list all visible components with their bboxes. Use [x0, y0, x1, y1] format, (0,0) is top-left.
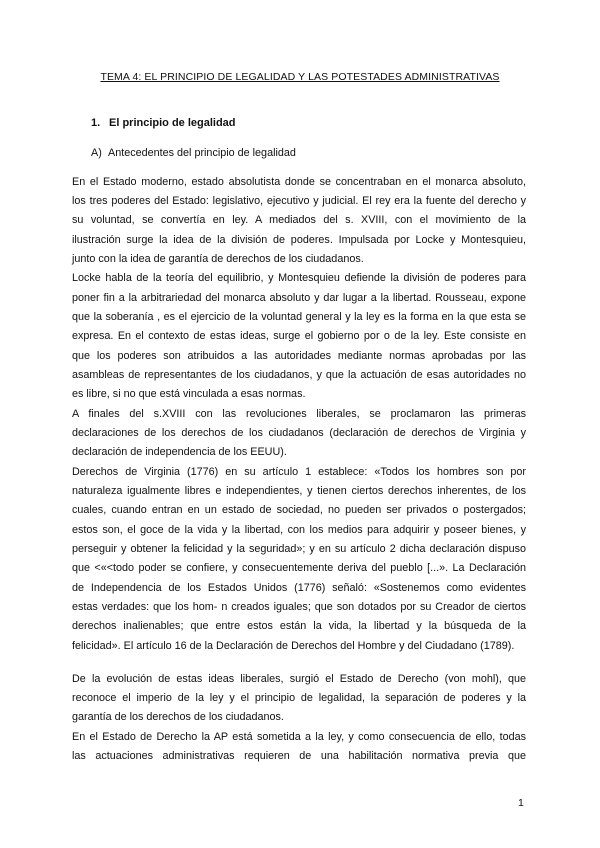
text-line: que los poderes son atribuidos a las autoridades mediante normas aprobadas por las [72, 350, 526, 362]
text-line: su voluntad, se convertía en ley. A mediados del s. XVIII, con el movimiento de la [72, 214, 526, 226]
text-line: En el Estado de Derecho la AP está sometida a la ley, y como consecuencia de ello, todas [72, 731, 526, 743]
text-line: expresa. En el contexto de estas ideas, surge el gobierno por o de la ley. Este consiste en [72, 330, 526, 342]
text-line: Derechos de Virginia (1776) en su artículo 1 establece: «Todos los hombres son por [72, 466, 526, 478]
subsection-letter: A) [91, 147, 102, 159]
document-title: TEMA 4: EL PRINCIPIO DE LEGALIDAD Y LAS POTESTADES ADMINISTRATIVAS [100, 71, 500, 83]
text-line: perseguir y obtener la felicidad y la seguridad»; y en su artículo 2 dicha declaración dispuso [72, 543, 526, 555]
text-line: junto con la idea de garantía de derechos de los ciudadanos. [72, 253, 364, 265]
text-line: En el Estado moderno, estado absolutista donde se concentraban en el monarca absoluto, [72, 176, 526, 188]
text-line: De la evolución de estas ideas liberales, surgió el Estado de Derecho (von mohl), que [72, 673, 526, 685]
section-label: El principio de legalidad [109, 117, 236, 129]
subsection-label: Antecedentes del principio de legalidad [108, 147, 296, 159]
text-line: estas verdades: que los hom- n creados iguales; que son dotados por su Creador de ciertos [72, 601, 526, 613]
text-line: naturaleza igualmente libres e independientes, y tienen ciertos derechos inherentes, de los [72, 485, 526, 497]
text-line: asambleas de representantes de los ciudadanos, y que la actuación de esas autoridades no [72, 369, 526, 381]
text-line: que la soberanía , es el ejercicio de la voluntad general y la ley es la forma en la que esta se [72, 311, 526, 323]
text-line: garantía de los derechos de los ciudadanos. [72, 711, 284, 723]
text-line: las actuaciones administrativas requieren de una habilitación normativa previa que [72, 750, 526, 762]
text-line: A finales del s.XVIII con las revoluciones liberales, se proclamaron las primeras [72, 408, 526, 420]
text-line: ilustración surge la idea de la división de poderes. Impulsada por Locke y Montesquieu, [72, 234, 526, 246]
text-line: felicidad». El artículo 16 de la Declaración de Derechos del Hombre y del Ciudadano (1789). [72, 640, 515, 652]
text-line: derechos inalienables; que entre estos están la vida, la libertad y la búsqueda de la [72, 620, 526, 632]
text-line: cuales, cuando entran en un estado de sociedad, no pueden ser privados o postergados; [72, 504, 526, 516]
text-line: es libre, si no que está vinculada a esas normas. [72, 388, 306, 400]
text-line: reconoce el imperio de la ley y el principio de legalidad, la separación de poderes y la [72, 692, 526, 704]
text-line: Locke habla de la teoría del equilibrio, y Montesquieu defiende la división de poderes para [72, 272, 526, 284]
text-line: que <«<todo poder se confiere, y consecuentemente deriva del pueblo [...». La Declaración [72, 562, 526, 574]
text-line: de Independencia de los Estados Unidos (1776) señaló: «Sostenemos como evidentes [72, 582, 526, 594]
text-line: los tres poderes del Estado: legislativo, ejecutivo y judicial. El rey era la fuente del derecho y [72, 195, 526, 207]
subsection-heading [91, 147, 296, 159]
section-heading [91, 117, 236, 129]
text-line: declaraciones de los derechos de los ciudadanos (declaración de derechos de Virginia y [72, 427, 526, 439]
text-line: estos son, el goce de la vida y la libertad, con los medios para adquirir y poseer bienes, y [72, 524, 526, 536]
page-number: 1 [518, 797, 524, 809]
text-line: poner fin a la arbitrariedad del monarca absoluto y dar lugar a la libertad. Rousseau, expone [72, 292, 526, 304]
text-line: declaración de independencia de los EEUU). [72, 446, 287, 458]
section-number: 1. [91, 117, 101, 129]
